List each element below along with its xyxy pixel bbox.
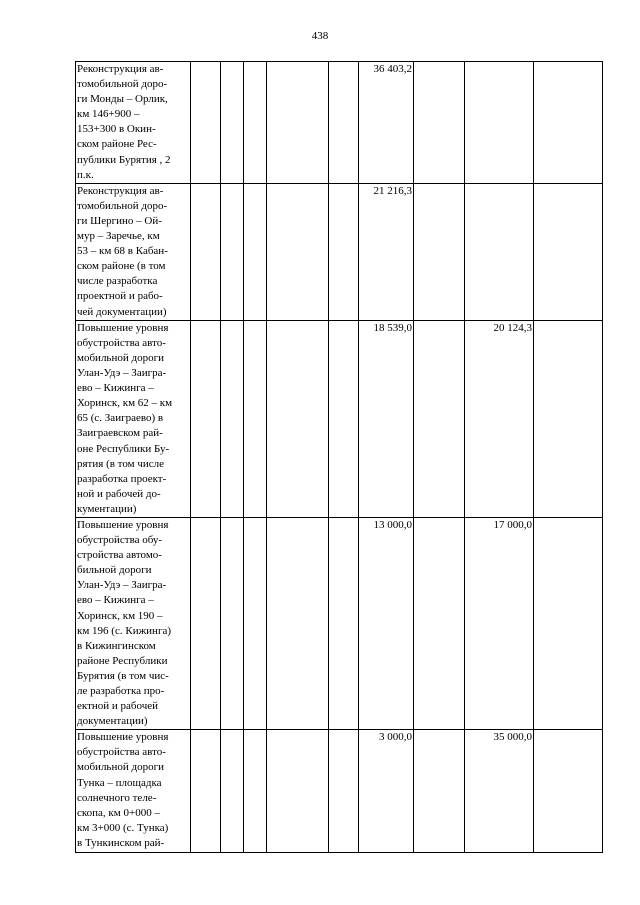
empty-cell <box>329 730 359 853</box>
empty-cell <box>329 183 359 320</box>
object-name-cell: Повышение уровня обустройства обу- стройства автомо- бильной дороги Улан-Удэ – Заигра- ево – Кижинга – Хоринск, км 190 – км 196 (с. Кижинга) в Кижингинском районе Республики Бурятия (в том чис- ле разработка про- ектной и рабочей документации) <box>76 517 191 729</box>
empty-cell <box>267 183 329 320</box>
empty-cell <box>534 730 603 853</box>
empty-cell <box>534 320 603 517</box>
table-row <box>76 730 603 853</box>
value-cell-a: 36 403,2 <box>359 62 414 184</box>
object-name-cell: Реконструкция ав- томобильной доро- ги Монды – Орлик, км 146+900 – 153+300 в Окин- ском районе Рес- публики Бурятия , 2 п.к. <box>76 62 191 184</box>
empty-cell <box>244 517 267 729</box>
empty-cell <box>191 517 221 729</box>
empty-cell <box>244 183 267 320</box>
object-name-cell: Повышение уровня обустройства авто- мобильной дороги Улан-Удэ – Заигра- ево – Кижинга – Хоринск, км 62 – км 65 (с. Заиграево) в Заиграевском рай- оне Республики Бу- рятия (в том числе разработка проект- ной и рабочей до- кументации) <box>76 320 191 517</box>
object-name-cell: Повышение уровня обустройства авто- мобильной дороги Тунка – площадка солнечного теле- скопа, км 0+000 – км 3+000 (с. Тунка) в Тункинском рай- <box>76 730 191 853</box>
empty-cell <box>221 730 244 853</box>
empty-cell <box>267 517 329 729</box>
empty-cell <box>191 730 221 853</box>
empty-cell <box>534 183 603 320</box>
empty-cell <box>414 730 465 853</box>
table-row <box>76 62 603 184</box>
empty-cell <box>414 320 465 517</box>
empty-cell <box>414 62 465 184</box>
value-cell-a: 3 000,0 <box>359 730 414 853</box>
value-cell-b <box>465 183 534 320</box>
empty-cell <box>329 517 359 729</box>
empty-cell <box>267 320 329 517</box>
empty-cell <box>244 62 267 184</box>
table-row <box>76 320 603 517</box>
value-cell-a: 18 539,0 <box>359 320 414 517</box>
value-cell-b: 20 124,3 <box>465 320 534 517</box>
budget-table <box>75 61 603 853</box>
value-cell-b: 17 000,0 <box>465 517 534 729</box>
empty-cell <box>221 183 244 320</box>
value-cell-b <box>465 62 534 184</box>
object-name-cell: Реконструкция ав- томобильной доро- ги Шергино – Ой- мур – Заречье, км 53 – км 68 в Кабан- ском районе (в том числе разработка проектной и рабо- чей документации) <box>76 183 191 320</box>
page-number: 438 <box>311 30 329 42</box>
empty-cell <box>244 320 267 517</box>
empty-cell <box>221 62 244 184</box>
empty-cell <box>329 320 359 517</box>
empty-cell <box>221 320 244 517</box>
empty-cell <box>267 730 329 853</box>
table-row <box>76 183 603 320</box>
empty-cell <box>191 62 221 184</box>
empty-cell <box>414 517 465 729</box>
empty-cell <box>534 62 603 184</box>
value-cell-a: 21 216,3 <box>359 183 414 320</box>
empty-cell <box>534 517 603 729</box>
empty-cell <box>244 730 267 853</box>
table-row <box>76 517 603 729</box>
value-cell-b: 35 000,0 <box>465 730 534 853</box>
empty-cell <box>414 183 465 320</box>
value-cell-a: 13 000,0 <box>359 517 414 729</box>
empty-cell <box>267 62 329 184</box>
empty-cell <box>329 62 359 184</box>
empty-cell <box>221 517 244 729</box>
empty-cell <box>191 183 221 320</box>
empty-cell <box>191 320 221 517</box>
